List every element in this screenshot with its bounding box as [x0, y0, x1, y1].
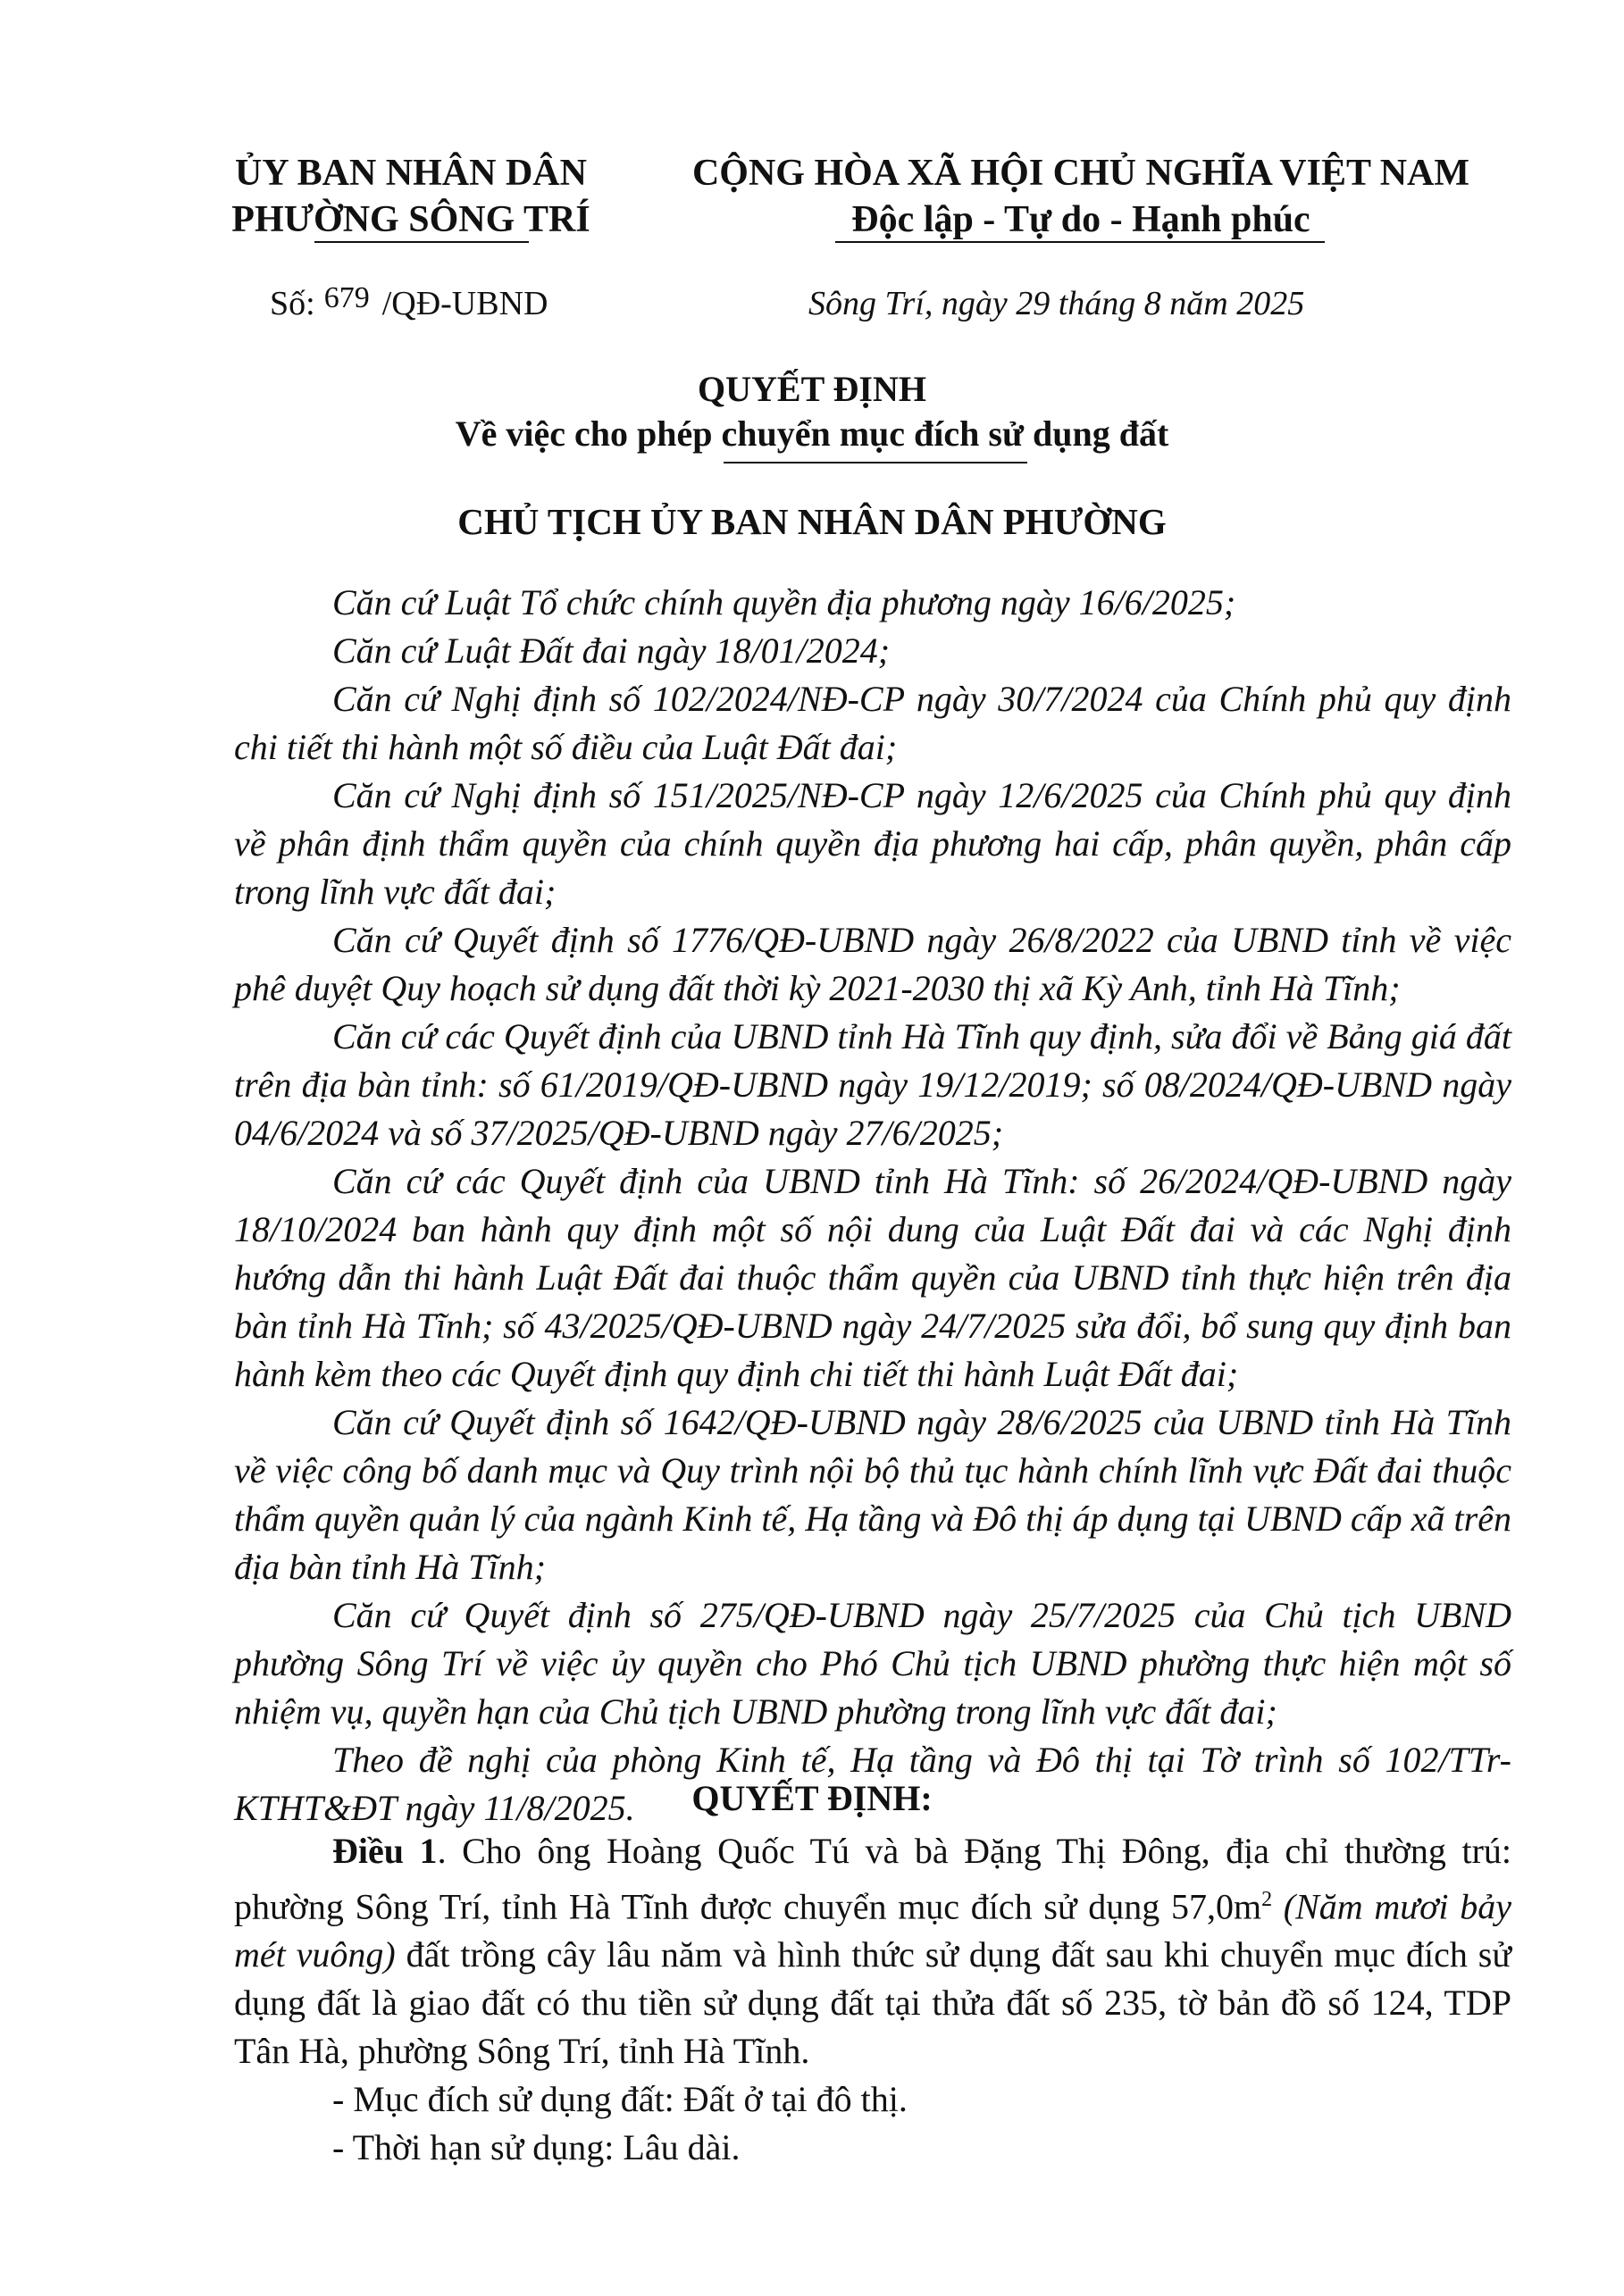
legal-grounds	[234, 579, 1511, 1833]
motto: Độc lập - Tự do - Hạnh phúc	[851, 199, 1310, 240]
decision-authority: CHỦ TỊCH ỦY BAN NHÂN DÂN PHƯỜNG	[457, 501, 1167, 542]
article-1-part-b: đất trồng cây lâu năm và hình thức sử dụng đất sau khi chuyển mục đích sử dụng đất là giao đất có thu tiền sử dụng đất tại thửa đất số 235, tờ bản đồ số 124, TDP Tân Hà, phường Sông Trí, tỉnh Hà Tĩnh.	[234, 1934, 1511, 2072]
number-value: 679	[323, 281, 370, 314]
area-unit-superscript: 2	[1261, 1888, 1273, 1911]
land-use-term: - Thời hạn sử dụng: Lâu dài.	[332, 2127, 741, 2168]
ground-item: Căn cứ Luật Đất đai ngày 18/01/2024;	[332, 630, 891, 671]
subject-underline	[724, 462, 1027, 463]
number-suffix: /QĐ-UBND	[381, 285, 548, 322]
ground-item: Căn cứ Nghị định số 102/2024/NĐ-CP ngày 30/7/2024 của Chính phủ quy định chi tiết thi hành một số điều của Luật Đất đai;	[234, 679, 1511, 767]
article-1	[234, 1827, 1511, 2172]
article-1-text	[234, 1827, 1511, 2075]
number-prefix: Số:	[270, 285, 315, 322]
document-type: QUYẾT ĐỊNH	[698, 369, 926, 409]
document-number	[270, 281, 548, 323]
authority-line-2: PHƯỜNG SÔNG TRÍ	[231, 199, 590, 240]
ground-item: Căn cứ các Quyết định của UBND tỉnh Hà Tĩnh quy định, sửa đổi về Bảng giá đất trên địa bàn tỉnh: số 61/2019/QĐ-UBND ngày 19/12/2019; số 08/2024/QĐ-UBND ngày 04/6/2024 và số 37/2025/QĐ-UBND ngày 27/6/2025;	[234, 1016, 1511, 1153]
area-in-words: (Năm mươi bảy mét vuông)	[234, 1886, 1511, 1975]
ground-item: Căn cứ Quyết định số 1642/QĐ-UBND ngày 28/6/2025 của UBND tỉnh Hà Tĩnh về việc công bố danh mục và Quy trình nội bộ thủ tục hành chính lĩnh vực Đất đai thuộc thẩm quyền quản lý của ngành Kinh tế, Hạ tầng và Đô thị áp dụng tại UBND cấp xã trên địa bàn tỉnh Hà Tĩnh;	[234, 1402, 1511, 1587]
document-subject: Về việc cho phép chuyển mục đích sử dụng đất	[455, 413, 1169, 454]
land-use-purpose: - Mục đích sử dụng đất: Đất ở tại đô thị.	[332, 2079, 908, 2120]
article-1-part-a: . Cho ông Hoàng Quốc Tú và bà Đặng Thị Đông, địa chỉ thường trú: phường Sông Trí, tỉnh Hà Tĩnh được chuyển mục đích sử dụng 57,0m	[234, 1831, 1512, 1927]
decision-heading: QUYẾT ĐỊNH:	[691, 1778, 933, 1818]
ground-item: Theo đề nghị của phòng Kinh tế, Hạ tầng và Đô thị tại Tờ trình số 102/TTr-KTHT&ĐT ngày 11/8/2025.	[234, 1740, 1511, 1828]
ground-item: Căn cứ Luật Tổ chức chính quyền địa phương ngày 16/6/2025;	[332, 582, 1236, 622]
ground-item: Căn cứ các Quyết định của UBND tỉnh Hà Tĩnh: số 26/2024/QĐ-UBND ngày 18/10/2024 ban hành quy định một số nội dung của Luật Đất đai và các Nghị định hướng dẫn thi hành Luật Đất đai thuộc thẩm quyền của UBND tỉnh thực hiện trên địa bàn tỉnh Hà Tĩnh; số 43/2025/QĐ-UBND ngày 24/7/2025 sửa đổi, bổ sung quy định ban hành kèm theo các Quyết định quy định chi tiết thi hành Luật Đất đai;	[234, 1161, 1511, 1394]
authority-underline	[314, 241, 529, 243]
article-label: Điều 1	[332, 1831, 438, 1871]
country-name: CỘNG HÒA XÃ HỘI CHỦ NGHĨA VIỆT NAM	[691, 153, 1470, 194]
issuing-authority	[179, 150, 643, 243]
place-date: Sông Trí, ngày 29 tháng 8 năm 2025	[808, 285, 1305, 322]
ground-item: Căn cứ Quyết định số 275/QĐ-UBND ngày 25/7/2025 của Chủ tịch UBND phường Sông Trí về việc ủy quyền cho Phó Chủ tịch UBND phường thực hiện một số nhiệm vụ, quyền hạn của Chủ tịch UBND phường trong lĩnh vực đất đai;	[234, 1595, 1511, 1732]
motto-underline	[835, 241, 1325, 243]
national-motto	[652, 150, 1510, 243]
authority-line-1: ỦY BAN NHÂN DÂN	[235, 153, 587, 194]
ground-item: Căn cứ Nghị định số 151/2025/NĐ-CP ngày 12/6/2025 của Chính phủ quy định về phân định thẩm quyền của chính quyền địa phương hai cấp, phân quyền, phân cấp trong lĩnh vực đất đai;	[234, 775, 1511, 912]
ground-item: Căn cứ Quyết định số 1776/QĐ-UBND ngày 26/8/2022 của UBND tỉnh về việc phê duyệt Quy hoạch sử dụng đất thời kỳ 2021-2030 thị xã Kỳ Anh, tỉnh Hà Tĩnh;	[234, 920, 1511, 1008]
